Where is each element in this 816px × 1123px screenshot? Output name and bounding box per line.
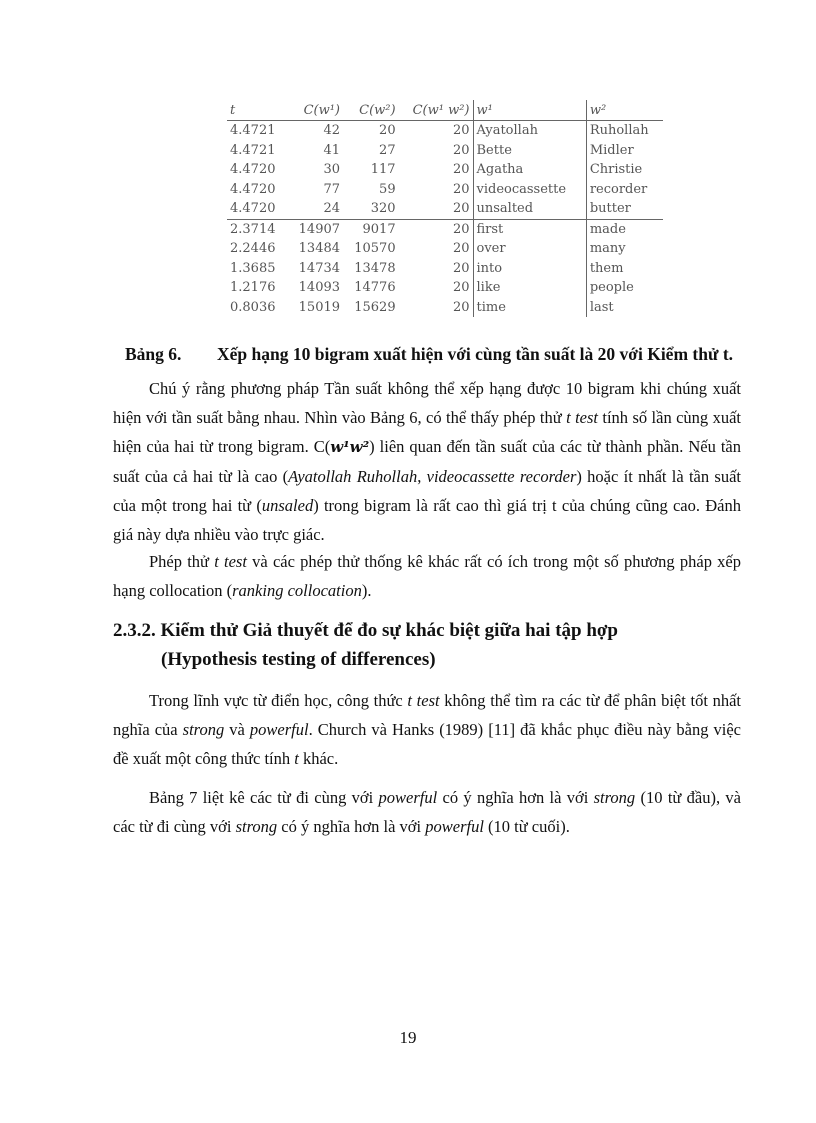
table-row: [227, 239, 663, 259]
cell-w2: butter: [586, 199, 663, 219]
math-expression: w¹w²: [330, 438, 370, 456]
text-run: Trong lĩnh vực từ điển học, công thức: [149, 691, 408, 710]
cell-c1: 24: [323, 201, 341, 217]
cell-t: 4.4720: [230, 201, 276, 217]
emphasis: powerful: [249, 720, 309, 739]
cell-w2: last: [586, 298, 663, 318]
paragraph-3: [113, 686, 741, 773]
cell-c1: 77: [323, 181, 341, 197]
emphasis: strong: [593, 788, 636, 807]
text-run: và các phép thử thống kê khác rất có ích trong một số phương pháp xếp hạng collocation (: [113, 552, 741, 600]
header-w2: w²: [586, 100, 663, 121]
table-header-row: [227, 100, 663, 121]
text-run: Bảng 7 liệt kê các từ đi cùng với: [149, 788, 379, 807]
heading-line1: Kiểm thử Giả thuyết để đo sự khác biệt giữa hai tập hợp: [155, 620, 619, 641]
cell-t: 1.3685: [230, 260, 276, 276]
emphasis: t: [294, 749, 299, 768]
cell-w2: recorder: [586, 180, 663, 200]
header-t: t: [227, 100, 287, 121]
emphasis: powerful: [378, 788, 438, 807]
cell-t: 2.3714: [227, 219, 287, 239]
cell-t: 1.2176: [230, 280, 276, 296]
table-row: [227, 141, 663, 161]
cell-c12: 20: [452, 142, 470, 158]
cell-c2: 59: [379, 181, 396, 197]
cell-w2: Midler: [586, 141, 663, 161]
cell-c12: 20: [399, 219, 473, 239]
cell-c1: 14907: [287, 219, 343, 239]
table-row: [227, 298, 663, 318]
text-run: (10 từ đầu), và các từ đi cùng với: [113, 788, 741, 836]
page-number: 19: [399, 1028, 417, 1047]
cell-c12: 20: [452, 123, 470, 139]
cell-c12: 20: [452, 299, 470, 315]
emphasis: ranking collocation: [232, 581, 362, 600]
text-run: không thể tìm ra các từ để phân biệt tốt nhất nghĩa của: [113, 691, 741, 739]
emphasis: videocassette recorder: [426, 467, 577, 486]
cell-c1: 14093: [298, 280, 341, 296]
cell-c2: 14776: [354, 280, 396, 296]
text-run: Chú ý rằng phương pháp Tần suất không thể xếp hạng được 10 bigram khi chúng xuất hiện với tần suất bằng nhau. Nhìn vào Bảng 6, có thể thấy phép thử: [113, 379, 741, 427]
cell-w1: time: [473, 298, 586, 318]
caption-label: Bảng 6.: [125, 344, 182, 364]
cell-c2: 10570: [354, 241, 396, 257]
cell-c2: 20: [379, 123, 396, 139]
text-run: tính số lần cùng xuất hiện của hai từ trong bigram. C(: [113, 408, 741, 456]
cell-t: 0.8036: [230, 299, 276, 315]
cell-c1: 15019: [298, 299, 341, 315]
emphasis: powerful: [425, 817, 484, 836]
text-run: và: [224, 720, 250, 739]
table-row: [227, 199, 663, 219]
cell-t: 2.2446: [230, 241, 276, 257]
table-row: [227, 219, 663, 239]
table-row: [227, 180, 663, 200]
cell-c12: 20: [452, 241, 470, 257]
cell-w1: into: [473, 259, 586, 279]
emphasis: unsaled: [261, 496, 314, 515]
cell-c12: 20: [452, 201, 470, 217]
header-w1: w¹: [473, 100, 586, 121]
header-c12: C(w¹ w²): [399, 100, 473, 121]
bigram-table: [227, 100, 663, 317]
cell-t: 4.4720: [230, 181, 276, 197]
cell-c2: 27: [379, 142, 396, 158]
cell-c12: 20: [452, 260, 470, 276]
text-run: ) trong bigram là rất cao thì giá trị t của chúng cũng cao. Đánh giá này dựa nhiều vào trực giác.: [113, 496, 741, 544]
cell-w2: them: [586, 259, 663, 279]
cell-t: 4.4721: [230, 123, 276, 139]
cell-t: 4.4721: [230, 142, 276, 158]
emphasis: strong: [235, 817, 278, 836]
cell-w1: over: [473, 239, 586, 259]
cell-c1: 14734: [298, 260, 341, 276]
table-row: [227, 259, 663, 279]
cell-w1: Ayatollah: [473, 121, 586, 141]
header-c1: C(w¹): [287, 100, 343, 121]
cell-c1: 41: [323, 142, 341, 158]
cell-w1: videocassette: [473, 180, 586, 200]
text-run: . Church và Hanks (1989) [11] đã khắc phục điều này bằng việc đề xuất một công thức tính: [113, 720, 741, 768]
cell-w1: Agatha: [473, 160, 586, 180]
emphasis: t test: [407, 691, 440, 710]
header-c2: C(w²): [343, 100, 399, 121]
cell-c2: 15629: [354, 299, 396, 315]
cell-w1: Bette: [473, 141, 586, 161]
cell-t: 4.4720: [230, 162, 276, 178]
text-run: khác.: [298, 749, 339, 768]
caption-text: Xếp hạng 10 bigram xuất hiện với cùng tần suất là 20 với Kiểm thử t.: [217, 344, 734, 364]
cell-c12: 20: [452, 280, 470, 296]
cell-c12: 20: [452, 181, 470, 197]
cell-c12: 20: [452, 162, 470, 178]
text-run: (10 từ cuối).: [483, 817, 570, 836]
text-run: có ý nghĩa hơn là với: [277, 817, 426, 836]
emphasis: Ayatollah Ruhollah: [288, 467, 418, 486]
cell-c1: 42: [323, 123, 341, 139]
heading-number: 2.3.2.: [113, 620, 156, 641]
cell-w2: Ruhollah: [586, 121, 663, 141]
text-run: Phép thử: [149, 552, 215, 571]
cell-c2: 9017: [343, 219, 399, 239]
cell-c2: 117: [370, 162, 396, 178]
cell-c1: 30: [323, 162, 341, 178]
text-run: ).: [361, 581, 372, 600]
table-row: [227, 121, 663, 141]
cell-w2: made: [586, 219, 663, 239]
table-row: [227, 278, 663, 298]
paragraph-2: [113, 547, 741, 605]
section-heading: [113, 616, 753, 674]
emphasis: t test: [566, 408, 598, 427]
emphasis: t test: [214, 552, 247, 571]
cell-w2: many: [586, 239, 663, 259]
paragraph-1: [113, 374, 741, 549]
cell-w2: Christie: [586, 160, 663, 180]
text-run: ) liên quan đến tần suất của các từ thành phần. Nếu tần suất của cả hai từ là cao (: [113, 437, 741, 486]
cell-c1: 13484: [298, 241, 341, 257]
table-row: [227, 160, 663, 180]
cell-w1: like: [473, 278, 586, 298]
text-run: ) hoặc ít nhất là tần suất của một trong hai từ (: [113, 467, 741, 515]
emphasis: strong: [182, 720, 225, 739]
cell-w1: first: [473, 219, 586, 239]
heading-line2: (Hypothesis testing of differences): [161, 649, 436, 670]
paragraph-4: [113, 783, 741, 841]
cell-w1: unsalted: [473, 199, 586, 219]
cell-c2: 13478: [354, 260, 396, 276]
cell-w2: people: [586, 278, 663, 298]
bigram-table-figure: [227, 100, 663, 317]
text-run: có ý nghĩa hơn là với: [437, 788, 594, 807]
cell-c2: 320: [370, 201, 396, 217]
text-run: ,: [417, 467, 427, 486]
table-caption: [125, 344, 765, 365]
